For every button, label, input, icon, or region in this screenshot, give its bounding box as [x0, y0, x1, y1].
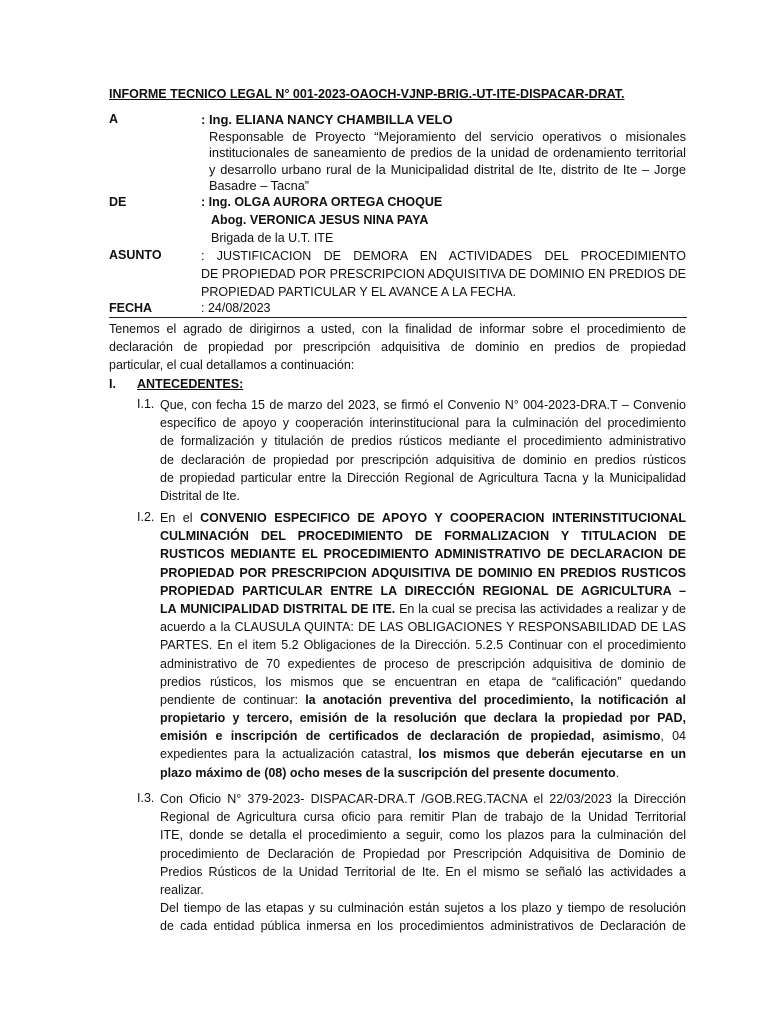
field-de-label: DE [109, 195, 127, 209]
field-a-value: : Ing. ELIANA NANCY CHAMBILLA VELO [201, 112, 453, 127]
item-1-paragraph: Que, con fecha 15 de marzo del 2023, se firmó el Convenio N° 004-2023-DRA.T – Convenio específico de apoyo y cooperación interinstitucional para la culminación del procedimiento de formalización y titulación de predios rústicos mediante el procedimiento administrativo de declaración de propiedad por prescripción adquisitiva de dominio en predios rústicos de propiedad particular entre la Dirección Regional de Agricultura Tacna y la Municipalidad Distrital de Ite. [160, 398, 686, 503]
report-title: INFORME TECNICO LEGAL N° 001-2023-OAOCH-VJNP-BRIG.-UT-ITE-DISPACAR-DRAT. [109, 87, 625, 101]
intro-paragraph: Tenemos el agrado de dirigirnos a usted, con la finalidad de informar sobre el procedimiento de declaración de propiedad por prescripción adquisitiva de dominio en predios de propiedad particular, el cual detallamos a continuación: [109, 322, 686, 373]
field-de-value-3: Brigada de la U.T. ITE [211, 231, 334, 245]
field-a-label: A [109, 112, 119, 126]
header-divider [109, 317, 687, 318]
item-2-paragraph: En el CONVENIO ESPECIFICO DE APOYO Y COOPERACION INTERINSTITUCIONAL CULMINACIÓN DEL PROCEDIMIENTO DE FORMALIZACION Y TITULACION DE RUSTICOS MEDIANTE EL PROCEDIMIENTO ADMINISTRATIVO DE DECLARACION DE PROPIEDAD POR PRESCRIPCION ADQUISITIVA DE DOMINIO EN PREDIOS RUSTICOS PROPIEDAD PARTICULAR ENTRE LA DIRECCIÓN REGIONAL DE AGRICULTURA – LA MUNICIPALIDAD DISTRITAL DE ITE. En la cual se precisa las actividades a realizar y de acuerdo a la CLAUSULA QUINTA: DE LAS OBLIGACIONES Y RESPONSABILIDAD DE LAS PARTES. En el item 5.2 Obligaciones de la Dirección. 5.2.5 Continuar con el procedimiento administrativo de 70 expedientes de proceso de prescripción adquisitiva de dominio de predios rústicos, los mismos que se encuentran en etapa de “calificación” quedando pendiente de continuar: la anotación preventiva del procedimiento, la notificación al propietario y tercero, emisión de la resolución que declara la propiedad por PAD, emisión e inscripción de certificados de declaración de propiedad, asimismo, 04 expedientes para la actualización catastral, los mismos que deberán ejecutarse en un plazo máximo de (08) ocho meses de la suscripción del presente documento. [160, 511, 686, 780]
field-de-value-2: Abog. VERONICA JESUS NINA PAYA [211, 213, 429, 227]
field-asunto-value: : JUSTIFICACION DE DEMORA EN ACTIVIDADES DEL PROCEDIMIENTO DE PROPIEDAD POR PRESCRIPCION ADQUISITIVA DE DOMINIO EN PREDIOS DE PROPIEDAD PARTICULAR Y EL AVANCE A LA FECHA. [201, 249, 686, 300]
section-heading: ANTECEDENTES: [137, 377, 244, 391]
field-fecha-label: FECHA [109, 301, 153, 315]
field-de-value: : Ing. OLGA AURORA ORTEGA CHOQUE [201, 195, 443, 209]
item-3-paragraph: Con Oficio N° 379-2023- DISPACAR-DRA.T /GOB.REG.TACNA el 22/03/2023 la Dirección Regional de Agricultura cursa oficio para remitir Plan de trabajo de la Unidad Territorial ITE, donde se detalla el procedimiento a seguir, como los plazos para la culminación del procedimiento de Declaración de Propiedad por Prescripción Adquisitiva de Dominio de Predios Rústicos de la Unidad Territorial de Ite. En el mismo se señaló las actividades a realizar. Del tiempo de las etapas y su culminación están sujetos a los plazo y tiempo de resolución de cada entidad pública inmersa en los procedimientos administrativos de Declaración de [160, 792, 686, 934]
field-fecha-value: : 24/08/2023 [201, 301, 271, 315]
section-number: I. [109, 377, 116, 391]
item-1-number: I.1. [137, 397, 155, 411]
field-a-description: Responsable de Proyecto “Mejoramiento del servicio operativos o misionales institucionales de saneamiento de predios de la unidad de ordenamiento territorial y desarrollo urbano rural de la Municipalidad distrital de Ite, distrito de Ite – Jorge Basadre – Tacna” [209, 129, 686, 193]
field-asunto-label: ASUNTO [109, 248, 162, 262]
item-3-number: I.3. [137, 791, 155, 805]
item-2-number: I.2. [137, 510, 155, 524]
